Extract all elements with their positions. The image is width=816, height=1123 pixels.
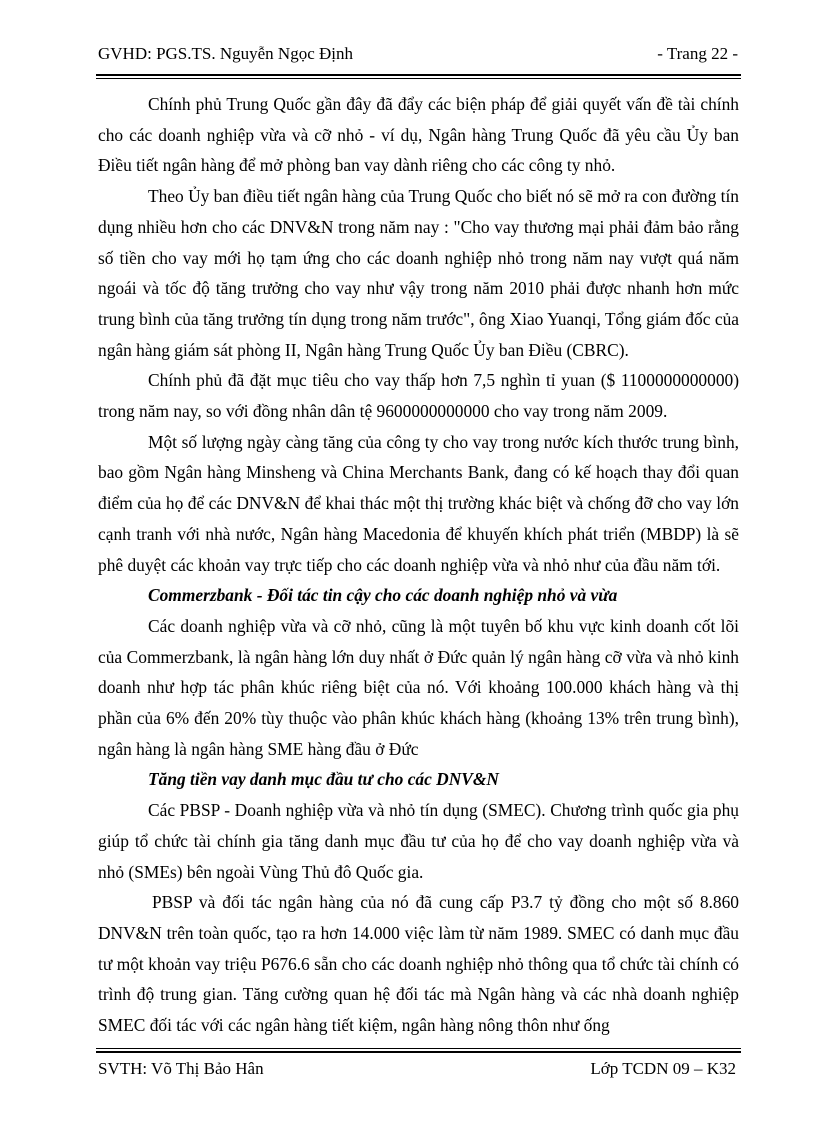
- page-header: [98, 44, 738, 64]
- paragraph: Chính phủ Trung Quốc gần đây đã đẩy các biện pháp để giải quyết vấn đề tài chính cho các doanh nghiệp vừa và cỡ nhỏ - ví dụ, Ngân hàng Trung Quốc đã yêu cầu Ủy ban Điều tiết ngân hàng để mở phòng ban vay dành riêng cho các công ty nhỏ.: [98, 94, 739, 176]
- document-body: [98, 89, 739, 1041]
- header-instructor: GVHD: PGS.TS. Nguyễn Ngọc Định: [98, 44, 353, 63]
- footer-class: Lớp TCDN 09 – K32: [590, 1059, 736, 1078]
- footer-rule-thick: [96, 1051, 741, 1053]
- paragraph: Các PBSP - Doanh nghiệp vừa và nhỏ tín dụng (SMEC). Chương trình quốc gia phụ giúp tổ chức tài chính gia tăng danh mục đầu tư của họ để cho vay doanh nghiệp vừa và nhỏ (SMEs) bên ngoài Vùng Thủ đô Quốc gia.: [98, 800, 739, 882]
- header-rule-thin: [96, 78, 741, 79]
- section-heading-loan-portfolio: Tăng tiền vay danh mục đầu tư cho các DNV&N: [148, 769, 499, 790]
- footer-student: SVTH: Võ Thị Bảo Hân: [98, 1059, 264, 1078]
- paragraph: Một số lượng ngày càng tăng của công ty cho vay trong nước kích thước trung bình, bao gồm Ngân hàng Minsheng và China Merchants Bank, đang có kế hoạch thay đổi quan điểm của họ để các DNV&N để khai thác một thị trường khác biệt và chống đỡ cho vay lớn cạnh tranh với nhà nước, Ngân hàng Macedonia để khuyến khích phát triển (MBDP) là sẽ phê duyệt các khoản vay trực tiếp cho các doanh nghiệp vừa và nhỏ như của đầu năm tới.: [98, 431, 739, 575]
- header-page-number: - Trang 22 -: [657, 44, 738, 63]
- header-rule-thick: [96, 74, 741, 76]
- paragraph: Các doanh nghiệp vừa và cỡ nhỏ, cũng là một tuyên bố khu vực kinh doanh cốt lõi của Commerzbank, là ngân hàng lớn duy nhất ở Đức quản lý ngân hàng cỡ vừa và nhỏ kinh doanh như hợp tác phân khúc riêng biệt của nó. Với khoảng 100.000 khách hàng và thị phần của 6% đến 20% tùy thuộc vào phân khúc khách hàng (khoảng 13% trên trung bình), ngân hàng là ngân hàng SME hàng đầu ở Đức: [98, 615, 739, 759]
- footer-rule-thin: [96, 1048, 741, 1049]
- paragraph: Chính phủ đã đặt mục tiêu cho vay thấp hơn 7,5 nghìn tỉ yuan ($ 1100000000000) trong năm nay, so với đồng nhân dân tệ 9600000000000 cho vay trong năm 2009.: [98, 370, 739, 422]
- page-footer: [98, 1059, 736, 1079]
- section-heading-commerzbank: Commerzbank - Đối tác tin cậy cho các doanh nghiệp nhỏ và vừa: [148, 585, 618, 606]
- paragraph: PBSP và đối tác ngân hàng của nó đã cung cấp P3.7 tỷ đồng cho một số 8.860 DNV&N trên toàn quốc, tạo ra hơn 14.000 việc làm từ năm 1989. SMEC có danh mục đầu tư một khoản vay triệu P676.6 sẵn cho các doanh nghiệp nhỏ thông qua tổ chức tài chính có trình độ trung gian. Tăng cường quan hệ đối tác mà Ngân hàng và các nhà doanh nghiệp SMEC đối tác với các ngân hàng tiết kiệm, ngân hàng nông thôn như ống: [98, 892, 739, 1036]
- paragraph: Theo Ủy ban điều tiết ngân hàng của Trung Quốc cho biết nó sẽ mở ra con đường tín dụng nhiều hơn cho các DNV&N trong năm nay : "Cho vay thương mại phải đảm bảo rằng số tiền cho vay mới họ tạm ứng cho các doanh nghiệp nhỏ trong năm nay vượt quá năm ngoái và tốc độ tăng trưởng cho vay như vậy trong năm 2010 phải được nhanh hơn mức trung bình của tăng trưởng tín dụng trong năm trước", ông Xiao Yuanqi, Tổng giám đốc của ngân hàng giám sát phòng II, Ngân hàng Trung Quốc Ủy ban Điều (CBRC).: [98, 186, 739, 360]
